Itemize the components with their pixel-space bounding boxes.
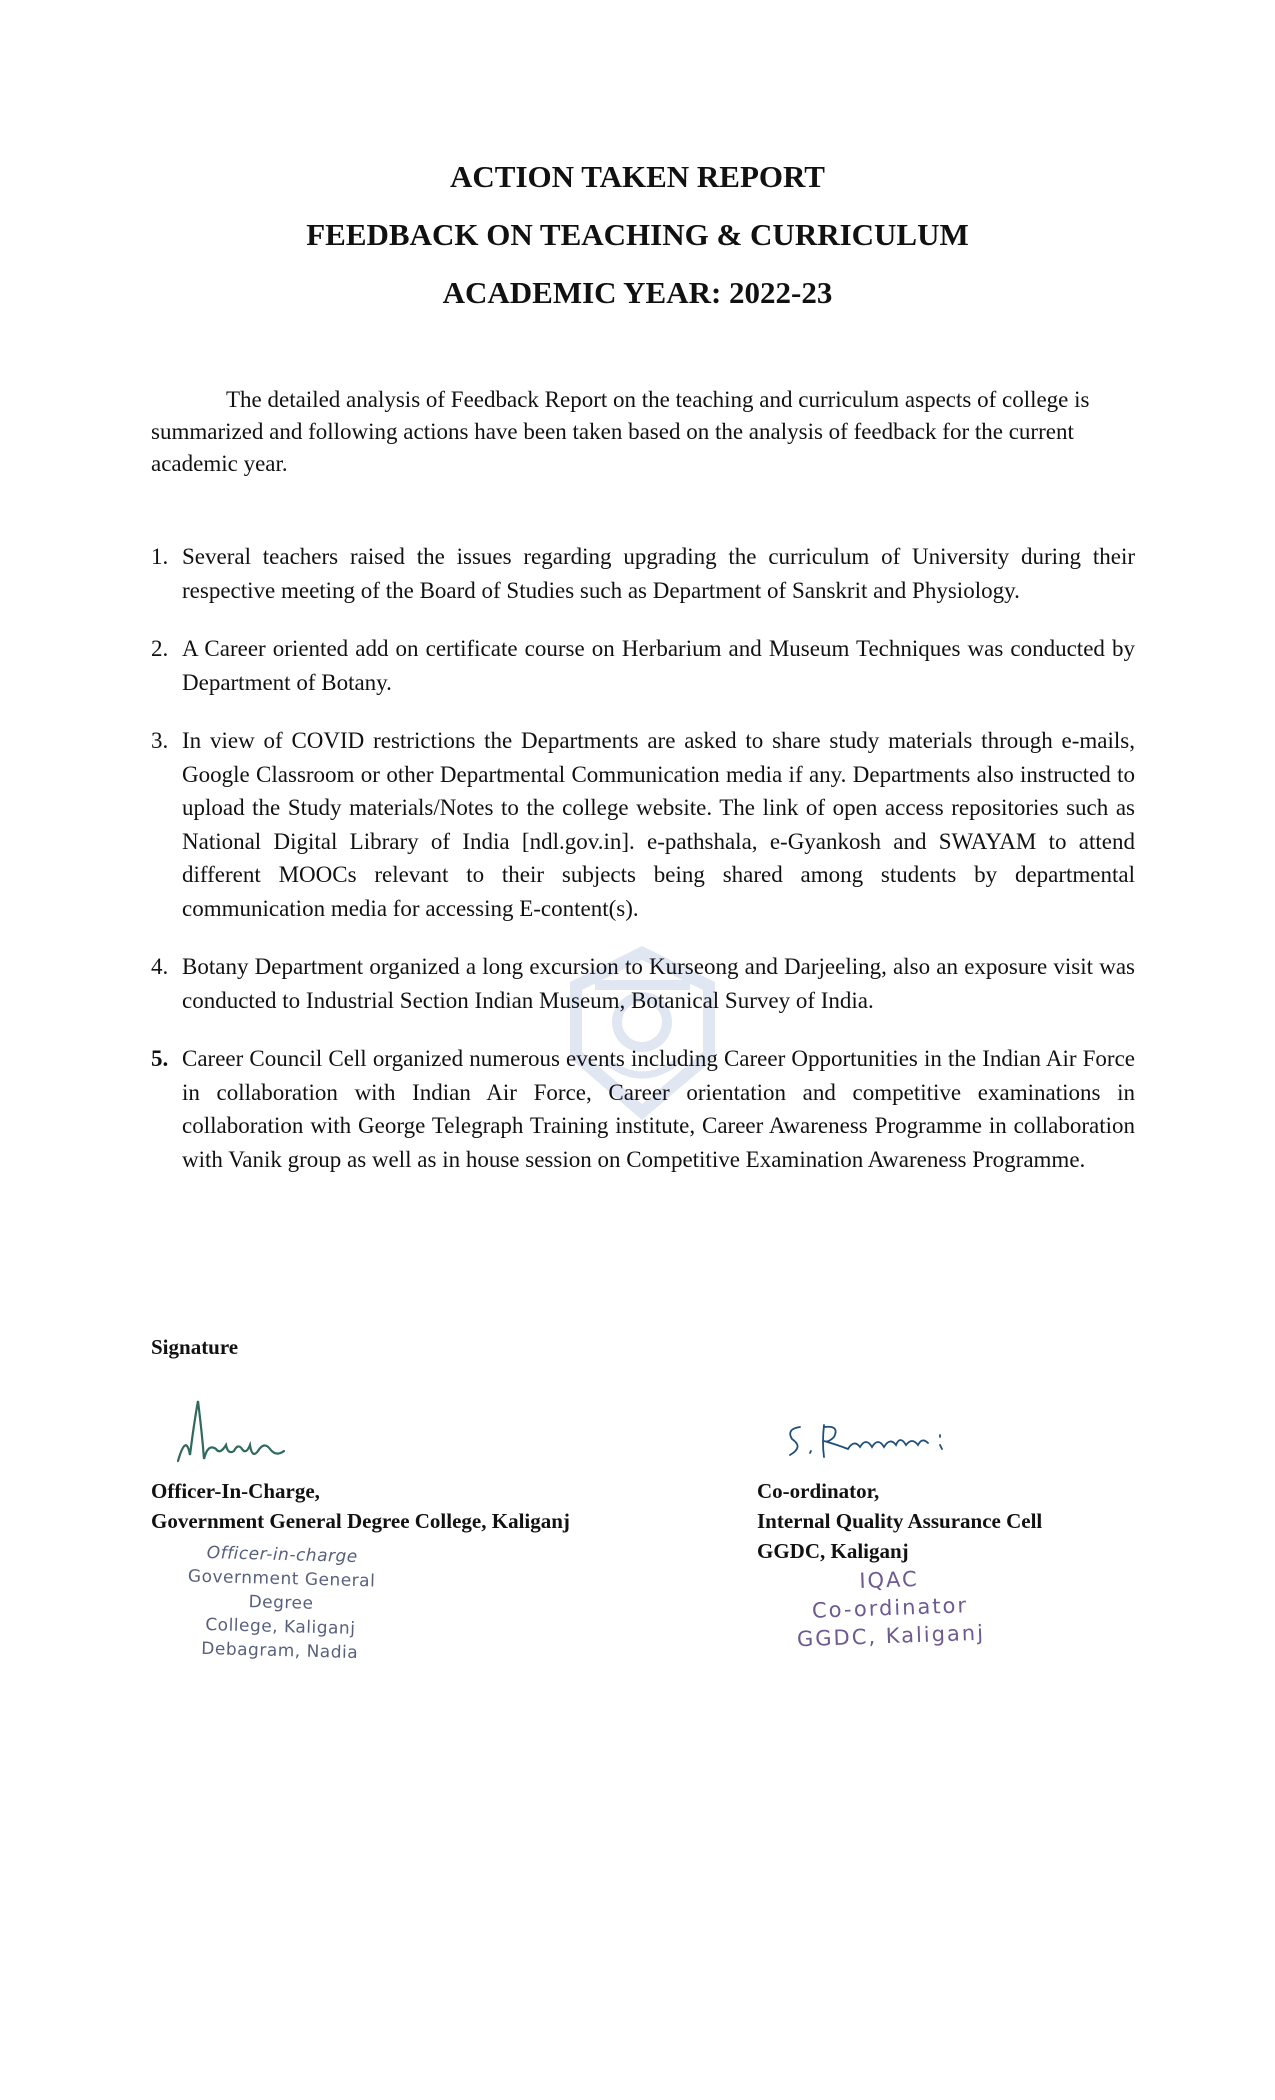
stamp-line: Debagram, Nadia [201,1638,359,1664]
iqac-stamp [759,1561,1022,1654]
report-title: ACTION TAKEN REPORT [450,159,825,194]
action-list [151,540,1135,1201]
stamp-line: Co-ordinator [811,1593,969,1623]
stamp-line: GGDC, Kaliganj [796,1620,986,1652]
coordinator-signatory [757,1476,1042,1566]
action-item [151,950,1135,1017]
stamp-line: Government General Degree [187,1566,376,1614]
report-subtitle: FEEDBACK ON TEACHING & CURRICULUM [306,217,969,252]
stamp-line: College, Kaliganj [205,1615,356,1639]
officer-title: Officer-In-Charge, [151,1479,320,1503]
coordinator-cell: Internal Quality Assurance Cell [757,1509,1043,1533]
action-item [151,724,1135,925]
action-number: 2. [151,636,169,661]
signature-label: Signature [151,1335,239,1359]
action-number: 1. [151,544,169,569]
report-heading [0,148,1275,322]
officer-signature-icon [168,1393,298,1473]
officer-institution: Government General Degree College, Kaliganj [151,1509,570,1533]
officer-signatory [151,1476,570,1536]
stamp-line: IQAC [858,1566,920,1594]
action-text: Botany Department organized a long excursion to Kurseong and Darjeeling, also an exposure visit was conducted to Industrial Section Indian Museum, Botanical Survey of India. [182,954,1135,1013]
action-number: 4. [151,954,169,979]
action-text: Career Council Cell organized numerous events including Career Opportunities in the Indian Air Force in collaboration with Indian Air Force, Career orientation and competitive examinations in collaboration with George Telegraph Training institute, Career Awareness Programme in collaboration with Vanik group as well as in house session on Competitive Examination Awareness Programme. [182,1046,1135,1172]
stamp-line: Officer-in-charge [206,1543,358,1567]
coordinator-signature-icon [782,1415,962,1465]
action-number: 5. [151,1046,169,1071]
action-text: A Career oriented add on certificate course on Herbarium and Museum Techniques was conducted by Department of Botany. [182,636,1135,695]
academic-year: ACADEMIC YEAR: 2022-23 [442,275,833,310]
coordinator-institution: GGDC, Kaliganj [757,1539,909,1563]
coordinator-title: Co-ordinator, [757,1479,880,1503]
action-text: In view of COVID restrictions the Departments are asked to share study materials through e-mails, Google Classroom or other Departmental Communication media if any. Departments also instructed to upload the Study materials/Notes to the college website. The link of open access repositories such as National Digital Library of India [ndl.gov.in]. e-pathshala, e-Gyankosh and SWAYAM to attend different MOOCs relevant to their subjects being shared among students by departmental communication media for accessing E-content(s). [182,728,1135,921]
action-item [151,540,1135,607]
intro-paragraph: The detailed analysis of Feedback Report on the teaching and curriculum aspects of college is summarized and following actions have been taken based on the analysis of feedback for the current academic year. [151,387,1090,476]
officer-stamp [154,1540,407,1667]
action-text: Several teachers raised the issues regarding upgrading the curriculum of University during their respective meeting of the Board of Studies such as Department of Sanskrit and Physiology. [182,544,1135,603]
action-number: 3. [151,728,169,753]
action-item [151,632,1135,699]
action-item [151,1042,1135,1176]
